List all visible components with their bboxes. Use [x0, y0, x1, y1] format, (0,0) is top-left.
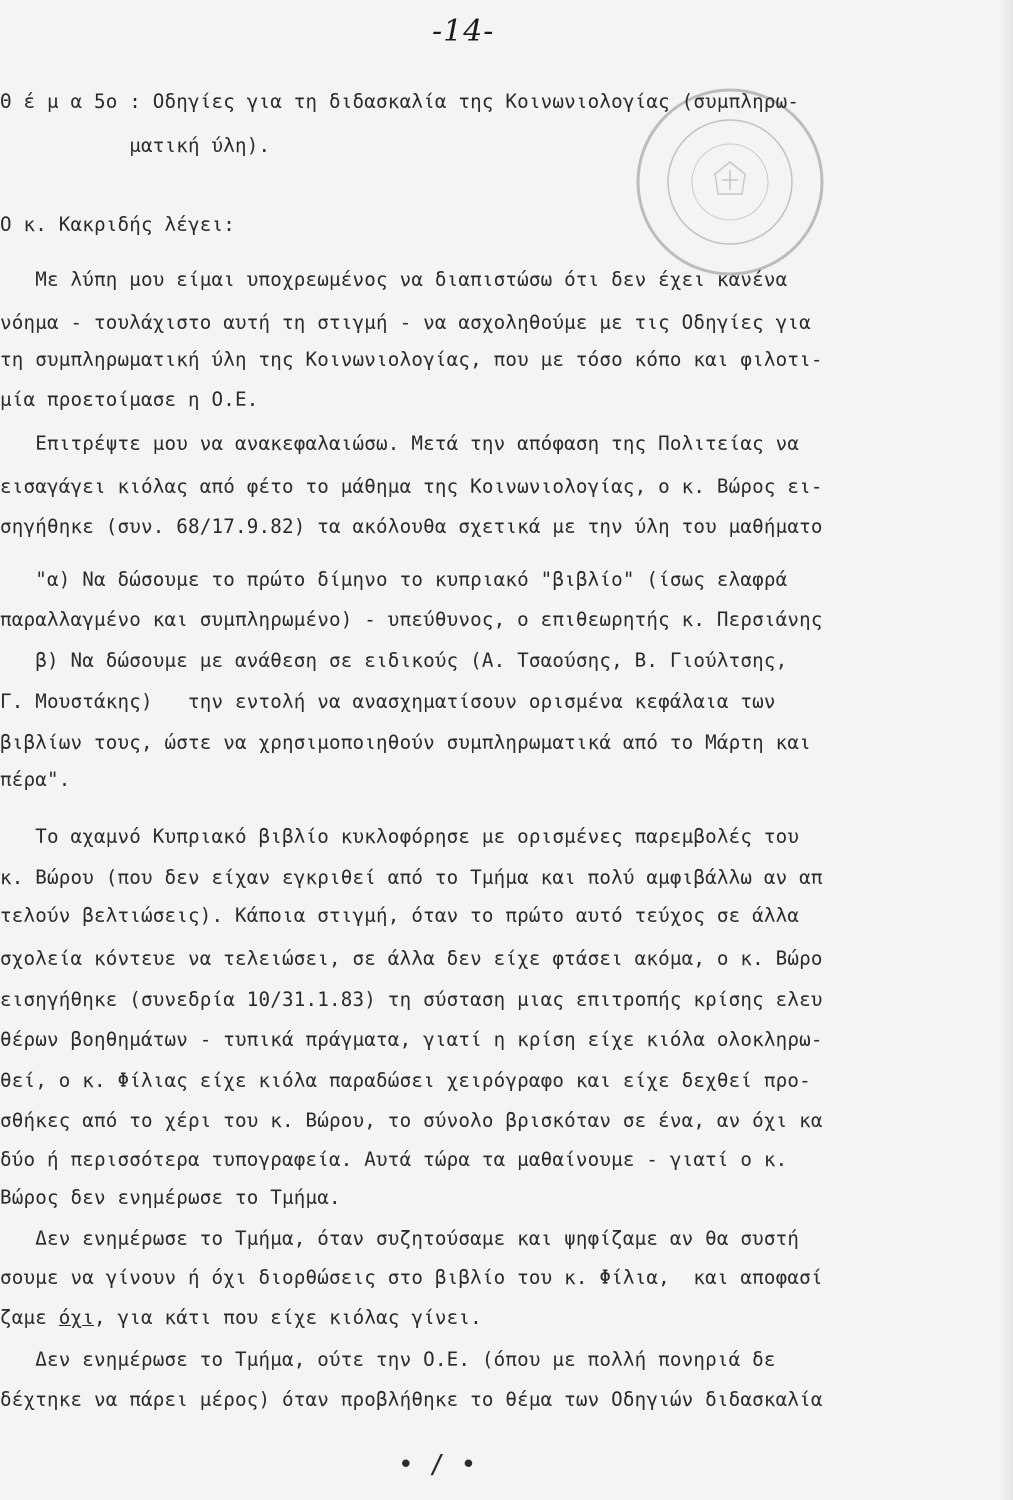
text-line: νόημα - τουλάχιστο αυτή τη στιγμή - να ασχοληθούμε με τις Οδηγίες για [0, 311, 811, 334]
text-line: θεί, ο κ. Φίλιας είχε κιόλα παραδώσει χειρόγραφο και είχε δεχθεί προ- [0, 1069, 811, 1092]
text-line: τελούν βελτιώσεις). Κάποια στιγμή, όταν το πρώτο αυτό τεύχος σε άλλα [0, 904, 800, 927]
text-line: Θ έ μ α 5ο : Οδηγίες για τη διδασκαλία της Κοινωνιολογίας (συμπληρω- [0, 90, 800, 113]
page-number: -14- [432, 14, 495, 49]
continuation-mark: • / • [398, 1450, 477, 1480]
text-line: ματική ύλη). [0, 134, 271, 157]
text-line: σουμε να γίνουν ή όχι διορθώσεις στο βιβλίο του κ. Φίλια, και αποφασί [0, 1266, 823, 1289]
text-line: σχολεία κόντευε να τελειώσει, σε άλλα δεν είχε φτάσει ακόμα, ο κ. Βώρο [0, 947, 823, 970]
text-line: δέχτηκε να πάρει μέρος) όταν προβλήθηκε το θέμα των Οδηγιών διδασκαλία [0, 1388, 823, 1411]
text-line: δύο ή περισσότερα τυπογραφεία. Αυτά τώρα τα μαθαίνουμε - γιατί ο κ. [0, 1148, 788, 1171]
text-line: θέρων βοηθημάτων - τυπικά πράγματα, γιατί η κρίση είχε κιόλα ολοκληρω- [0, 1028, 823, 1051]
text-line-start: ζαμε [0, 1306, 59, 1329]
text-line: εισηγήθηκε (συνεδρία 10/31.1.83) τη σύσταση μιας επιτροπής κρίσης ελευ [0, 988, 823, 1011]
text-line [0, 1308, 482, 1327]
underlined-word: όχι [58, 1306, 95, 1329]
text-line: σθήκες από το χέρι του κ. Βώρου, το σύνολο βρισκόταν σε ένα, αν όχι κα [0, 1109, 823, 1132]
text-line: Δεν ενημέρωσε το Τμήμα, όταν συζητούσαμε και ψηφίζαμε αν θα συστή [0, 1227, 800, 1250]
text-line: Το αχαμνό Κυπριακό βιβλίο κυκλοφόρησε με ορισμένες παρεμβολές του [0, 825, 800, 848]
text-line: "α) Να δώσουμε το πρώτο δίμηνο το κυπριακό "βιβλίο" (ίσως ελαφρά [0, 568, 788, 591]
text-line: τη συμπληρωματική ύλη της Κοινωνιολογίας, που με τόσο κόπο και φιλοτι- [0, 348, 823, 371]
text-line: β) Να δώσουμε με ανάθεση σε ειδικούς (Α. Τσαούσης, Β. Γιούλτσης, [0, 649, 788, 672]
text-line: κ. Βώρου (που δεν είχαν εγκριθεί από το Τμήμα και πολύ αμφιβάλλω αν απ [0, 866, 823, 889]
text-line: παραλλαγμένο και συμπληρωμένο) - υπεύθυνος, ο επιθεωρητής κ. Περσιάνης [0, 608, 823, 631]
text-line: Επιτρέψτε μου να ανακεφαλαιώσω. Μετά την απόφαση της Πολιτείας να [0, 432, 800, 455]
text-line: Γ. Μουστάκης) την εντολή να ανασχηματίσουν ορισμένα κεφάλαια των [0, 690, 776, 713]
text-line: εισαγάγει κιόλας από φέτο το μάθημα της Κοινωνιολογίας, ο κ. Βώρος ει- [0, 475, 823, 498]
text-line: Ο κ. Κακριδής λέγει: [0, 213, 236, 236]
page-edge-shadow [999, 0, 1013, 1500]
text-line: μία προετοίμασε η Ο.Ε. [0, 388, 259, 411]
text-line: πέρα". [0, 768, 71, 791]
text-line: Δεν ενημέρωσε το Τμήμα, ούτε την Ο.Ε. (όπου με πολλή πονηριά δε [0, 1348, 776, 1371]
text-line-tail: , για κάτι που είχε κιόλας γίνει. [94, 1306, 482, 1329]
text-line: βιβλίων τους, ώστε να χρησιμοποιηθούν συμπληρωματικά από το Μάρτη και [0, 731, 811, 754]
text-line: σηγήθηκε (συν. 68/17.9.82) τα ακόλουθα σχετικά με την ύλη του μαθήματο [0, 515, 823, 538]
text-line: Με λύπη μου είμαι υποχρεωμένος να διαπιστώσω ότι δεν έχει κανένα [0, 268, 788, 291]
text-line: Βώρος δεν ενημέρωσε το Τμήμα. [0, 1186, 341, 1209]
